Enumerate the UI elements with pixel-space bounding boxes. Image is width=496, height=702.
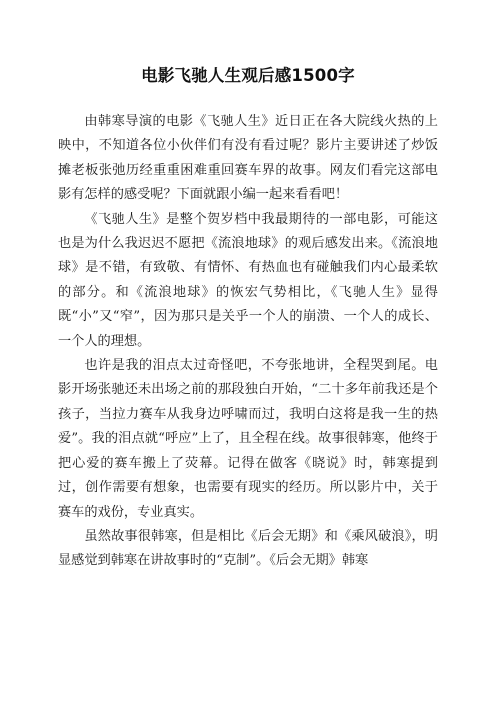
paragraph-tears: 也许是我的泪点太过奇怪吧，不夸张地讲，全程哭到尾。电影开场张驰还未出场之前的那段独白开始，“二十多年前我还是个孩子，当拉力赛车从我身边呼啸而过，我明白这将是我一生的热爱”。我的泪点就“呼应”上了，且全程在线。故事很韩寒，他终于把心爱的赛车搬上了荧幕。记得在做客《晓说》时，韩寒提到过，创作需要有想象，也需要有现实的经历。所以影片中，关于赛车的戏份，专业真实。	[58, 358, 438, 520]
paragraph-intro: 由韩寒导演的电影《飞驰人生》近日正在各大院线火热的上映中，不知道各位小伙伴们有没有看过呢？影片主要讲述了炒饭摊老板张弛历经重重困难重回赛车界的故事。网友们看完这部电影有怎样的感受呢？下面就跟小编一起来看看吧！	[58, 114, 438, 203]
document-title: 电影飞驰人生观后感1500字	[141, 66, 355, 85]
paragraph-expectation: 《飞驰人生》是整个贺岁档中我最期待的一部电影，可能这也是为什么我迟迟不愿把《流浪地球》的观后感发出来。《流浪地球》是不错，有致敬、有情怀、有热血也有碰触我们内心最柔软的部分。和《流浪地球》的恢宏气势相比，《飞驰人生》显得既“小”又“窄”，因为那只是关乎一个人的崩溃、一个人的成长、一个人的理想。	[58, 211, 438, 349]
paragraph-restraint: 虽然故事很韩寒，但是相比《后会无期》和《乘风破浪》，明显感觉到韩寒在讲故事时的“克制”。《后会无期》韩寒	[58, 528, 438, 569]
